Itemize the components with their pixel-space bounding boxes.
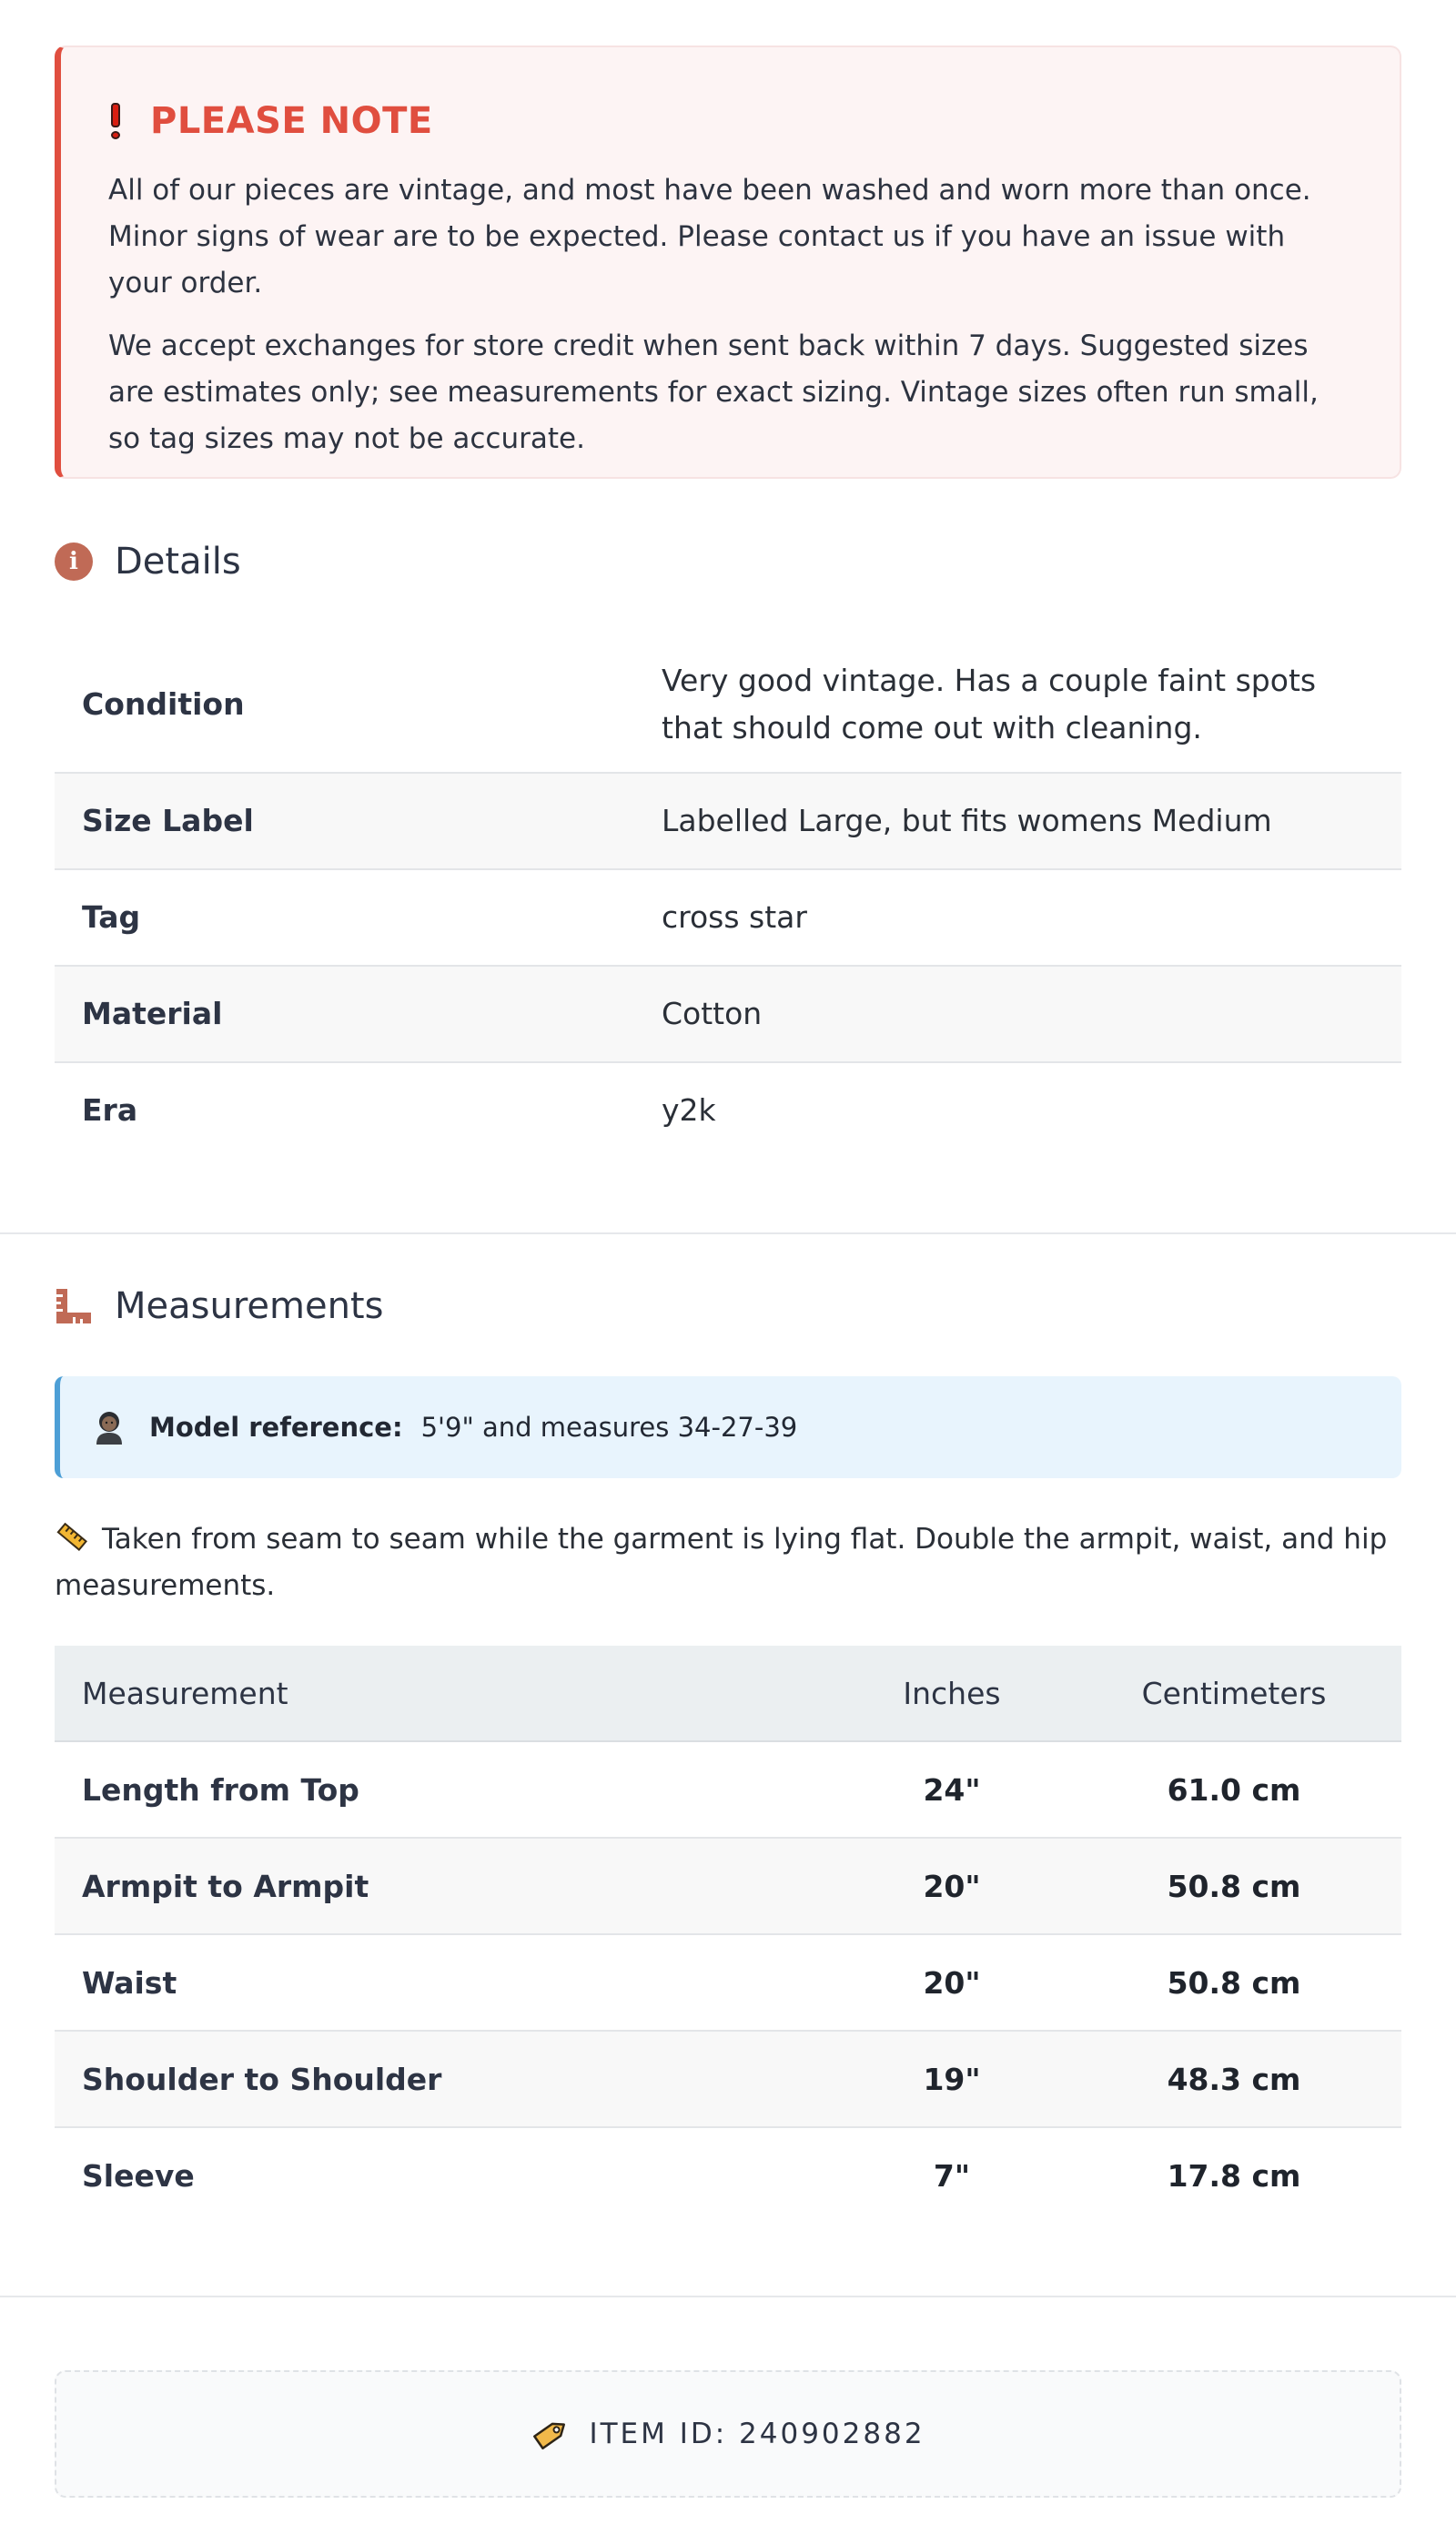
details-table — [55, 637, 1401, 1158]
measurement-inches: 20" — [837, 1838, 1067, 1934]
notice-title — [108, 100, 1352, 142]
measurement-cm: 61.0 cm — [1067, 1741, 1401, 1838]
table-row — [55, 2031, 1401, 2127]
table-row — [55, 1838, 1401, 1934]
column-header: Inches — [837, 1646, 1067, 1741]
table-row — [55, 2127, 1401, 2223]
detail-value: Cotton — [661, 966, 1401, 1062]
column-header: Centimeters — [1067, 1646, 1401, 1741]
detail-label: Tag — [55, 869, 661, 966]
tag-icon — [531, 2414, 571, 2454]
measurement-note — [55, 1516, 1401, 1609]
measurements-heading — [55, 1285, 1401, 1327]
table-row — [55, 869, 1401, 966]
table-row — [55, 966, 1401, 1062]
measurement-inches: 20" — [837, 1934, 1067, 2031]
measurement-cm: 17.8 cm — [1167, 2157, 1301, 2194]
table-row — [55, 1062, 1401, 1158]
measurement-cm: 48.3 cm — [1067, 2031, 1401, 2127]
table-row — [55, 773, 1401, 869]
model-reference-value: 5'9" and measures 34-27-39 — [420, 1412, 798, 1443]
detail-value: Very good vintage. Has a couple faint spots that should come out with cleaning. — [661, 637, 1401, 773]
measurement-name: Waist — [55, 1934, 837, 2031]
detail-value: Labelled Large, but fits womens Medium — [661, 773, 1401, 869]
measurement-name: Sleeve — [82, 2157, 195, 2194]
notice-box — [55, 46, 1401, 479]
table-row — [55, 1934, 1401, 2031]
detail-label: Size Label — [55, 773, 661, 869]
measurement-cm: 50.8 cm — [1067, 1838, 1401, 1934]
table-header-row — [55, 1646, 1401, 1741]
detail-label: Condition — [55, 637, 661, 773]
measurements-heading-text: Measurements — [115, 1285, 384, 1327]
measurement-name: Armpit to Armpit — [55, 1838, 837, 1934]
measurement-name: Shoulder to Shoulder — [55, 2031, 837, 2127]
detail-value: y2k — [662, 1092, 716, 1128]
item-id-text: ITEM ID: 240902882 — [589, 2418, 925, 2450]
notice-paragraph: All of our pieces are vintage, and most have been washed and worn more than once. Minor signs of wear are to be expected. Please contact us if you have an issue with your order. — [108, 174, 1311, 299]
section-divider — [0, 1232, 1456, 1234]
notice-title-text: PLEASE NOTE — [150, 100, 433, 142]
notice-paragraph: We accept exchanges for store credit when sent back within 7 days. Suggested sizes are estimates only; see measurements for exact sizing. Vintage sizes often run small, so tag sizes may not be accurate. — [108, 330, 1319, 455]
table-row — [55, 1741, 1401, 1838]
model-reference-label: Model reference: — [149, 1412, 403, 1443]
detail-label: Era — [82, 1092, 138, 1128]
ruler-icon — [55, 1287, 93, 1325]
pencil-icon — [55, 1519, 91, 1556]
measurement-note-text: Taken from seam to seam while the garment is lying flat. Double the armpit, waist, and hip measurements. — [55, 1523, 1388, 1602]
details-heading-text: Details — [115, 541, 241, 583]
info-icon: i — [55, 542, 93, 581]
measurement-inches: 24" — [837, 1741, 1067, 1838]
measurement-name: Length from Top — [55, 1741, 837, 1838]
measurement-cm: 50.8 cm — [1067, 1934, 1401, 2031]
details-heading — [55, 541, 1401, 583]
column-header: Measurement — [55, 1646, 837, 1741]
model-reference — [55, 1376, 1401, 1478]
measurement-inches: 19" — [837, 2031, 1067, 2127]
measurements-table — [55, 1646, 1401, 2223]
person-icon — [91, 1408, 127, 1446]
measurement-inches: 7" — [933, 2157, 971, 2194]
item-id-box — [55, 2370, 1401, 2498]
table-row — [55, 637, 1401, 773]
section-divider — [0, 2296, 1456, 2297]
exclamation-icon — [108, 103, 123, 139]
detail-value: cross star — [661, 869, 1401, 966]
detail-label: Material — [55, 966, 661, 1062]
